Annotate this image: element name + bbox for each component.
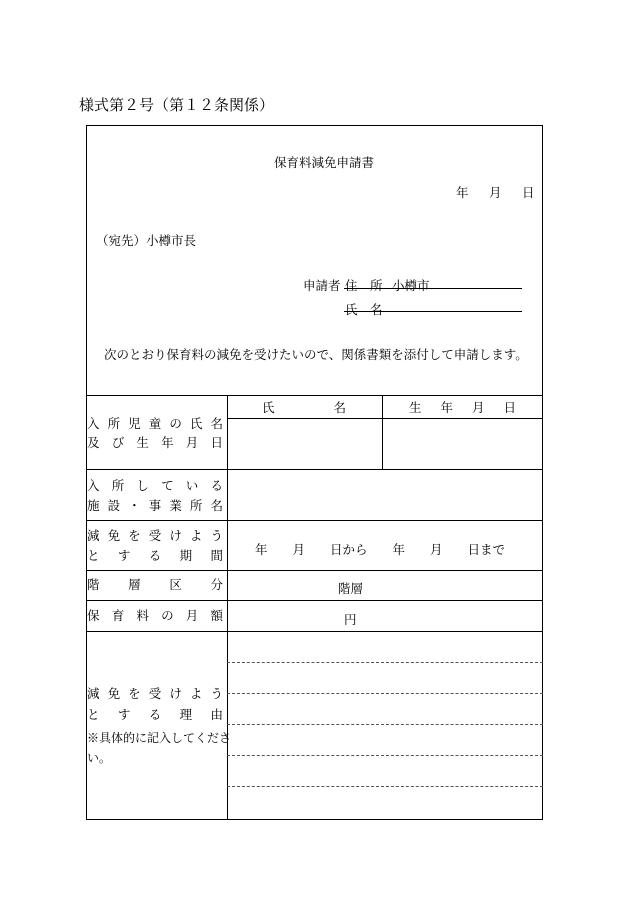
- child-label-line1: 入 所 児 童 の 氏 名: [87, 416, 223, 431]
- facility-label-line1: 入 所 し て い る: [87, 478, 223, 493]
- row-line-4: [86, 600, 543, 601]
- tier-value[interactable]: 階層: [338, 581, 364, 596]
- address-value[interactable]: 小樽市: [392, 278, 430, 293]
- tier-label: 階 層 区 分: [87, 577, 223, 592]
- date-year[interactable]: 年: [456, 185, 469, 200]
- name-label: 氏 名: [345, 302, 383, 317]
- form-number: 様式第２号（第１２条関係）: [79, 96, 275, 114]
- monthly-fee-value[interactable]: 円: [344, 612, 357, 627]
- period-label-line1: 減 免 を 受 け よ う: [87, 528, 223, 543]
- period-value[interactable]: 年 月 日から 年 月 日まで: [255, 542, 506, 557]
- addressee: （宛先）小樽市長: [96, 233, 197, 248]
- period-label-line2: と す る 期 間: [87, 548, 223, 563]
- reason-field[interactable]: [228, 632, 542, 819]
- applicant-label: 申請者: [303, 278, 341, 293]
- child-name-field[interactable]: [228, 419, 382, 469]
- date-month[interactable]: 月: [489, 185, 502, 200]
- reason-label-line1: 減 免 を 受 け よ う: [87, 686, 223, 701]
- child-label-line2: 及 び 生 年 月 日: [87, 435, 223, 450]
- form-title: 保育料減免申請書: [274, 155, 375, 170]
- child-dob-field[interactable]: [383, 419, 542, 469]
- monthly-fee-label: 保 育 料 の 月 額: [87, 608, 223, 623]
- child-name-header: 氏 名: [262, 400, 346, 415]
- reason-note: ※具体的に記入してくださ: [87, 731, 232, 745]
- name-underline: [344, 311, 522, 312]
- intro-text: 次のとおり保育料の減免を受けたいので、関係書類を添付して申請します。: [104, 347, 528, 362]
- date-day[interactable]: 日: [522, 185, 535, 200]
- address-label: 住 所: [345, 278, 383, 293]
- reason-label-line2: と す る 理 由: [87, 707, 223, 722]
- reason-note-continued: い。: [87, 751, 112, 765]
- facility-label-line2: 施 設 ・ 事 業 所 名: [87, 498, 223, 513]
- table-top-line: [86, 395, 543, 396]
- row-line-3: [86, 570, 543, 571]
- row-line-2: [86, 520, 543, 521]
- child-dob-header: 生 年 月 日: [409, 400, 516, 415]
- address-underline: [344, 288, 522, 289]
- facility-field[interactable]: [228, 470, 542, 519]
